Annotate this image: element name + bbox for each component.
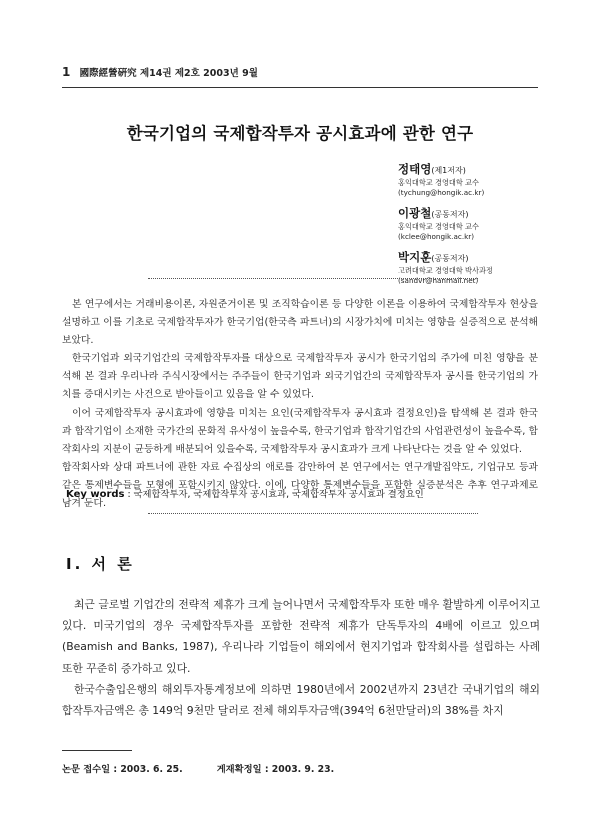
author-affiliation: 홍익대학교 경영대학 교수	[398, 178, 479, 187]
dotted-separator-bottom	[148, 513, 478, 514]
author-name: 박지훈	[398, 250, 432, 264]
received-date: 논문 접수일 : 2003. 6. 25.	[62, 764, 183, 775]
abstract-paragraph: 합작회사와 상대 파트너에 관한 자료 수집상의 애로를 감안하여 본 연구에서는 연구개발집약도, 기업규모 등과 같은 통제변수들을 모형에 포함시키지 않았다. 이에, 다양한 통제변수들을 포함한 실증분석은 추후 연구과제로 남겨 둔다.	[62, 461, 538, 510]
keywords	[66, 486, 424, 500]
paper-title: 한국기업의 국제합작투자 공시효과에 관한 연구	[126, 124, 474, 143]
author-email: (tychung@hongik.ac.kr)	[398, 188, 485, 197]
section-heading: Ⅰ. 서 론	[66, 555, 135, 573]
keywords-label: Key words	[66, 489, 125, 500]
dotted-separator-top	[148, 278, 478, 279]
header-rule	[62, 87, 538, 88]
author-affiliation: 홍익대학교 경영대학 교수	[398, 222, 479, 231]
author-block	[398, 250, 568, 286]
abstract-paragraph: 본 연구에서는 거래비용이론, 자원준거이론 및 조직학습이론 등 다양한 이론을 이용하여 국제합작투자 현상을 설명하고 이를 기초로 국제합작투자가 한국기업(한국측 파트너)의 시장가치에 미치는 영향을 실증적으로 분석해 보았다.	[62, 299, 538, 347]
journal-issue: 제14권 제2호 2003년 9월	[140, 68, 258, 79]
footnote	[62, 761, 334, 775]
journal-name: 國際經營硏究	[79, 68, 137, 79]
author-name-line	[398, 206, 568, 222]
author-block	[398, 206, 568, 242]
body-paragraph: 최근 글로벌 기업간의 전략적 제휴가 크게 늘어나면서 국제합작투자 또한 매우 활발하게 이루어지고 있다. 미국기업의 경우 국제합작투자를 포함한 전략적 제휴가 단독투자의 4배에 이르고 있으며(Beamish and Banks, 1987), 우리나라 기업들이 해외에서 현지기업과 합작회사를 설립하는 사례 또한 꾸준히 증가하고 있다.	[62, 598, 540, 675]
author-role: (제1저자)	[431, 166, 466, 175]
author-email: (kclee@hongik.ac.kr)	[398, 232, 475, 241]
body-text	[62, 594, 540, 721]
author-name-line	[398, 162, 568, 178]
footnote-rule	[62, 750, 132, 751]
accepted-date: 게재확정일 : 2003. 9. 23.	[216, 764, 335, 775]
author-name: 이광철	[398, 206, 432, 220]
author-role: (공동저자)	[431, 254, 469, 263]
abstract	[62, 296, 538, 513]
author-name: 정태영	[398, 162, 432, 176]
abstract-paragraph: 한국기업과 외국기업간의 국제합작투자를 대상으로 국제합작투자 공시가 한국기업의 주가에 미친 영향을 분석해 본 결과 우리나라 주식시장에서는 주주들이 한국기업과 외국기업간의 국제합작투자 공시를 한국기업의 가치를 증대시키는 사건으로 받아들이고 있음을 알 수 있었다.	[62, 353, 538, 401]
page-number: 1	[62, 65, 71, 79]
author-name-line	[398, 250, 568, 266]
keywords-text: : 국제합작투자, 국제합작투자 공시효과, 국제합작투자 공시효과 결정요인	[127, 489, 424, 500]
abstract-paragraph: 이어 국제합작투자 공시효과에 영향을 미치는 요인(국제합작투자 공시효과 결정요인)을 탐색해 본 결과 한국과 합작기업이 소재한 국가간의 문화적 유사성이 높을수록, 한국기업과 합작기업간의 사업관련성이 높을수록, 합작회사의 지분이 균등하게 배분되어 있을수록, 국제합작투자 공시효과가 크게 나타난다는 것을 알 수 있었다.	[62, 407, 538, 455]
author-email: (sandvr@hanmail.net)	[398, 276, 479, 285]
journal-header	[62, 65, 258, 79]
body-paragraph: 한국수출입은행의 해외투자통계정보에 의하면 1980년에서 2002년까지 23년간 국내기업의 해외합작투자금액은 총 149억 9천만 달러로 전체 해외투자금액(394억 6천만달러)의 38%를 차지	[62, 682, 540, 718]
author-block	[398, 162, 568, 198]
author-role: (공동저자)	[431, 210, 469, 219]
author-affiliation: 고려대학교 경영대학 박사과정	[398, 266, 493, 275]
author-list	[398, 162, 568, 294]
